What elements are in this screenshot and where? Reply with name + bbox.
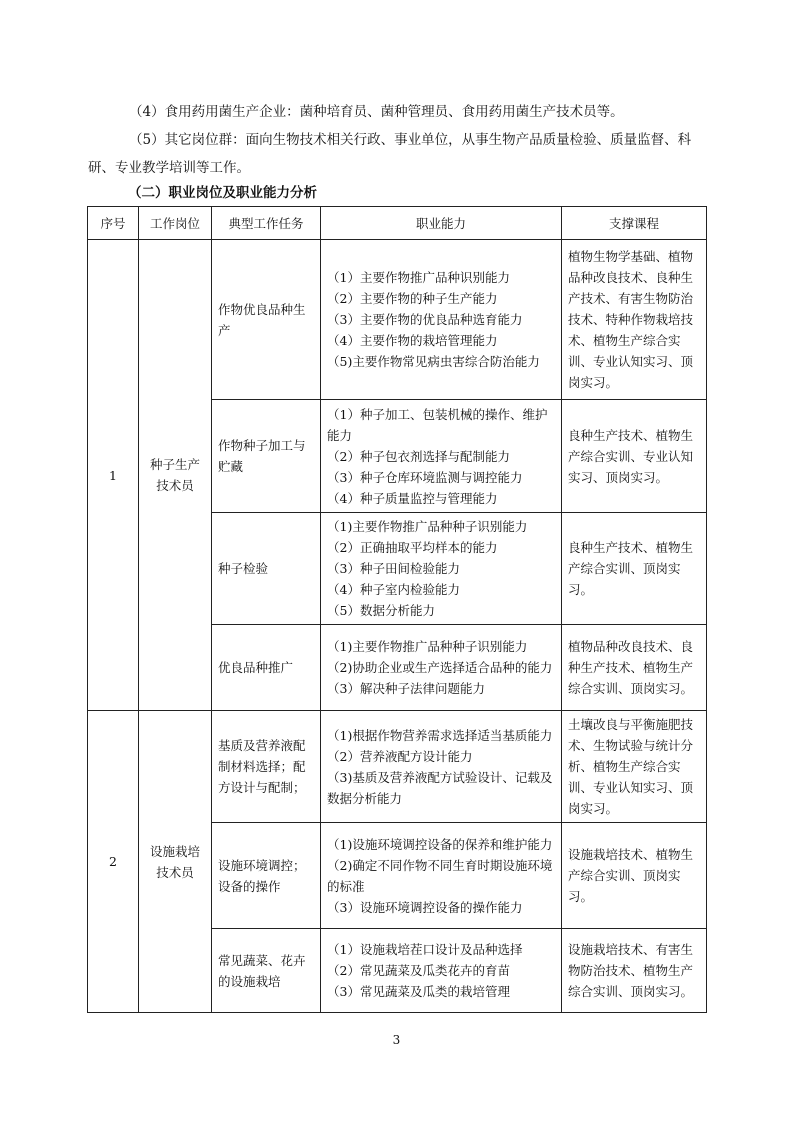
ability-cell [321, 513, 562, 625]
job-ability-table [87, 206, 707, 1013]
support-courses: 设施栽培技术、有害生物防治技术、植物生产综合实训、顶岗实习。 [562, 929, 707, 1013]
ability-item: （4）种子室内检验能力 [327, 582, 460, 597]
work-post: 设施栽培技术员 [139, 711, 212, 1013]
ability-cell [321, 400, 562, 513]
ability-item: （1)设施环境调控设备的保养和维护能力 [327, 836, 553, 852]
ability-item: （5)主要作物常见病虫害综合防治能力 [327, 354, 540, 369]
typical-task: 优良品种推广 [212, 625, 321, 711]
ability-item: （1）种子加工、包装机械的操作、维护能力 [327, 406, 548, 443]
page-number: 3 [392, 1033, 401, 1047]
ability-item: （3）主要作物的优良品种选育能力 [327, 312, 523, 327]
typical-task: 基质及营养液配制材料选择；配方设计与配制； [212, 711, 321, 823]
support-courses: 设施栽培技术、植物生产综合实训、顶岗实习。 [562, 823, 707, 929]
ability-cell [321, 625, 562, 711]
ability-item: （1）设施栽培茬口设计及品种选择 [327, 942, 523, 957]
ability-cell [321, 711, 562, 823]
ability-item: （4）主要作物的栽培管理能力 [327, 333, 498, 348]
table-row [88, 711, 707, 823]
typical-task: 作物种子加工与贮藏 [212, 400, 321, 513]
ability-item: （4）种子质量监控与管理能力 [327, 490, 498, 506]
header-no: 序号 [88, 207, 139, 240]
ability-item: （1）主要作物推广品种识别能力 [327, 270, 510, 285]
work-post: 种子生产技术员 [139, 240, 212, 711]
support-courses: 植物品种改良技术、良种生产技术、植物生产综合实训、顶岗实习。 [562, 625, 707, 711]
ability-item: （2）主要作物的种子生产能力 [327, 291, 498, 306]
ability-item: （3）常见蔬菜及瓜类的栽培管理 [327, 984, 510, 999]
ability-cell [321, 929, 562, 1013]
paragraph-food-fungi-enterprise: （4）食用药用菌生产企业：菌种培育员、菌种管理员、食用药用菌生产技术员等。 [129, 104, 624, 120]
support-courses: 植物生物学基础、植物品种改良技术、良种生产技术、有害生物防治技术、特种作物栽培技术、植物生产综合实训、专业认知实习、顶岗实习。 [562, 240, 707, 400]
ability-item: （1)主要作物推广品种种子识别能力 [327, 519, 528, 534]
ability-cell [321, 823, 562, 929]
typical-task: 设施环境调控；设备的操作 [212, 823, 321, 929]
header-ability: 职业能力 [321, 207, 562, 240]
typical-task: 作物优良品种生产 [212, 240, 321, 400]
support-courses: 土壤改良与平衡施肥技术、生物试验与统计分析、植物生产综合实训、专业认知实习、顶岗实习。 [562, 711, 707, 823]
table-row [88, 240, 707, 400]
ability-cell [321, 240, 562, 400]
row-number: 1 [88, 240, 139, 711]
ability-item: （3）种子田间检验能力 [327, 561, 460, 576]
ability-item: （2）种子包衣剂选择与配制能力 [327, 448, 510, 464]
ability-item: （3)基质及营养液配方试验设计、记载及数据分析能力 [327, 769, 553, 806]
ability-item: （2)协助企业或生产选择适合品种的能力 [327, 660, 553, 675]
ability-item: （2)确定不同作物不同生育时期设施环境的标准 [327, 857, 553, 894]
typical-task: 种子检验 [212, 513, 321, 625]
ability-item: （3）设施环境调控设备的操作能力 [327, 899, 523, 915]
header-task: 典型工作任务 [212, 207, 321, 240]
support-courses: 良种生产技术、植物生产综合实训、顶岗实习。 [562, 513, 707, 625]
typical-task: 常见蔬菜、花卉的设施栽培 [212, 929, 321, 1013]
ability-item: （2）正确抽取平均样本的能力 [327, 540, 498, 555]
header-post: 工作岗位 [139, 207, 212, 240]
ability-item: （2）营养液配方设计能力 [327, 748, 473, 764]
header-courses: 支撑课程 [562, 207, 707, 240]
ability-item: （3）种子仓库环境监测与调控能力 [327, 469, 523, 485]
paragraph-other-posts: （5）其它岗位群：面向生物技术相关行政、事业单位，从事生物产品质量检验、质量监督、科研、专业教学培训等工作。 [88, 132, 692, 176]
ability-item: （2）常见蔬菜及瓜类花卉的育苗 [327, 963, 510, 978]
ability-item: （3）解决种子法律问题能力 [327, 681, 485, 696]
ability-item: （1)主要作物推广品种种子识别能力 [327, 639, 528, 654]
section-title: （二）职业岗位及职业能力分析 [128, 185, 317, 201]
support-courses: 良种生产技术、植物生产综合实训、专业认知实习、顶岗实习。 [562, 400, 707, 513]
row-number: 2 [88, 711, 139, 1013]
table-header-row [88, 207, 707, 240]
ability-item: （5）数据分析能力 [327, 603, 435, 618]
ability-item: （1)根据作物营养需求选择适当基质能力 [327, 727, 553, 743]
